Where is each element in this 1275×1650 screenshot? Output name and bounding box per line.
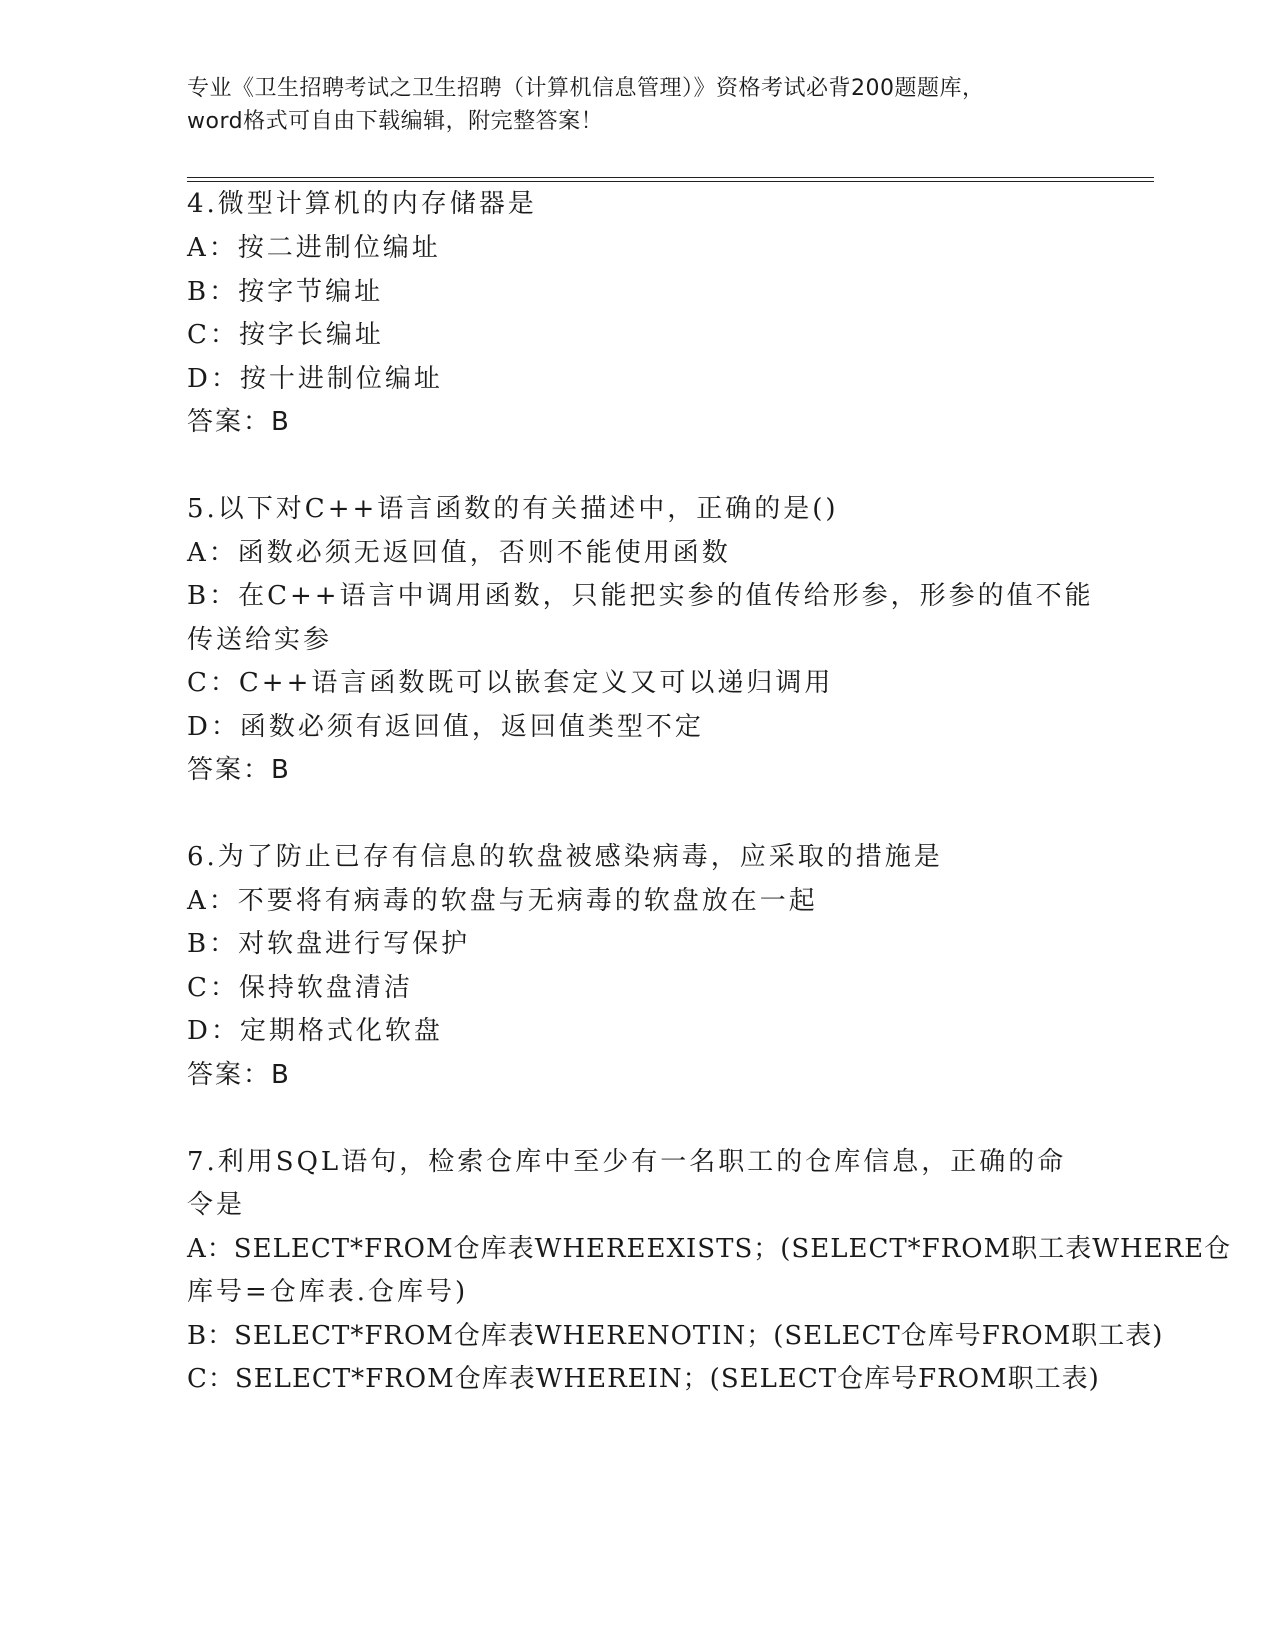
question-6-option-d: D：定期格式化软盘 — [187, 1016, 443, 1046]
question-7-stem-line-2: 令是 — [187, 1190, 246, 1220]
question-7-option-b: B：SELECT*FROM仓库表WHERENOTIN；(SELECT仓库号FROM职工表) — [187, 1321, 1164, 1351]
question-6-option-c: C：保持软盘清洁 — [187, 973, 413, 1003]
question-7-option-c: C：SELECT*FROM仓库表WHEREIN；(SELECT仓库号FROM职工表) — [187, 1364, 1100, 1394]
question-4-option-c: C：按字长编址 — [187, 320, 384, 350]
question-5-stem: 5.以下对C++语言函数的有关描述中，正确的是() — [187, 494, 839, 524]
question-5-option-d: D：函数必须有返回值，返回值类型不定 — [187, 712, 704, 742]
header-divider-top — [187, 177, 1154, 178]
question-6-option-b: B：对软盘进行写保护 — [187, 929, 471, 959]
question-6-option-a: A：不要将有病毒的软盘与无病毒的软盘放在一起 — [187, 886, 818, 916]
question-5-option-a: A：函数必须无返回值，否则不能使用函数 — [187, 538, 731, 568]
question-4-option-a: A：按二进制位编址 — [187, 233, 441, 263]
question-7-option-a-line-2: 库号=仓库表.仓库号) — [187, 1277, 469, 1307]
question-5-option-b-line-2: 传送给实参 — [187, 625, 333, 655]
question-4-answer: 答案：B — [187, 407, 291, 437]
question-4-option-d: D：按十进制位编址 — [187, 364, 443, 394]
question-5-option-b-line-1: B：在C++语言中调用函数，只能把实参的值传给形参，形参的值不能 — [187, 581, 1094, 611]
document-header — [187, 72, 1087, 138]
question-4-option-b: B：按字节编址 — [187, 277, 384, 307]
question-7-option-a-line-1: A：SELECT*FROM仓库表WHEREEXISTS；(SELECT*FROM职工表WHERE仓 — [187, 1234, 1232, 1264]
question-4-stem: 4.微型计算机的内存储器是 — [187, 189, 537, 219]
header-divider-bottom — [187, 181, 1154, 182]
header-title-line-2: word格式可自由下载编辑，附完整答案！ — [187, 109, 604, 134]
header-title-line-1: 专业《卫生招聘考试之卫生招聘（计算机信息管理）》资格考试必背200题题库， — [187, 76, 985, 101]
question-6-answer: 答案：B — [187, 1060, 291, 1090]
question-5-answer: 答案：B — [187, 755, 291, 785]
question-7-stem-line-1: 7.利用SQL语句，检索仓库中至少有一名职工的仓库信息，正确的命 — [187, 1147, 1067, 1177]
question-6-stem: 6.为了防止已存有信息的软盘被感染病毒，应采取的措施是 — [187, 842, 943, 872]
question-5-option-c: C：C++语言函数既可以嵌套定义又可以递归调用 — [187, 668, 834, 698]
